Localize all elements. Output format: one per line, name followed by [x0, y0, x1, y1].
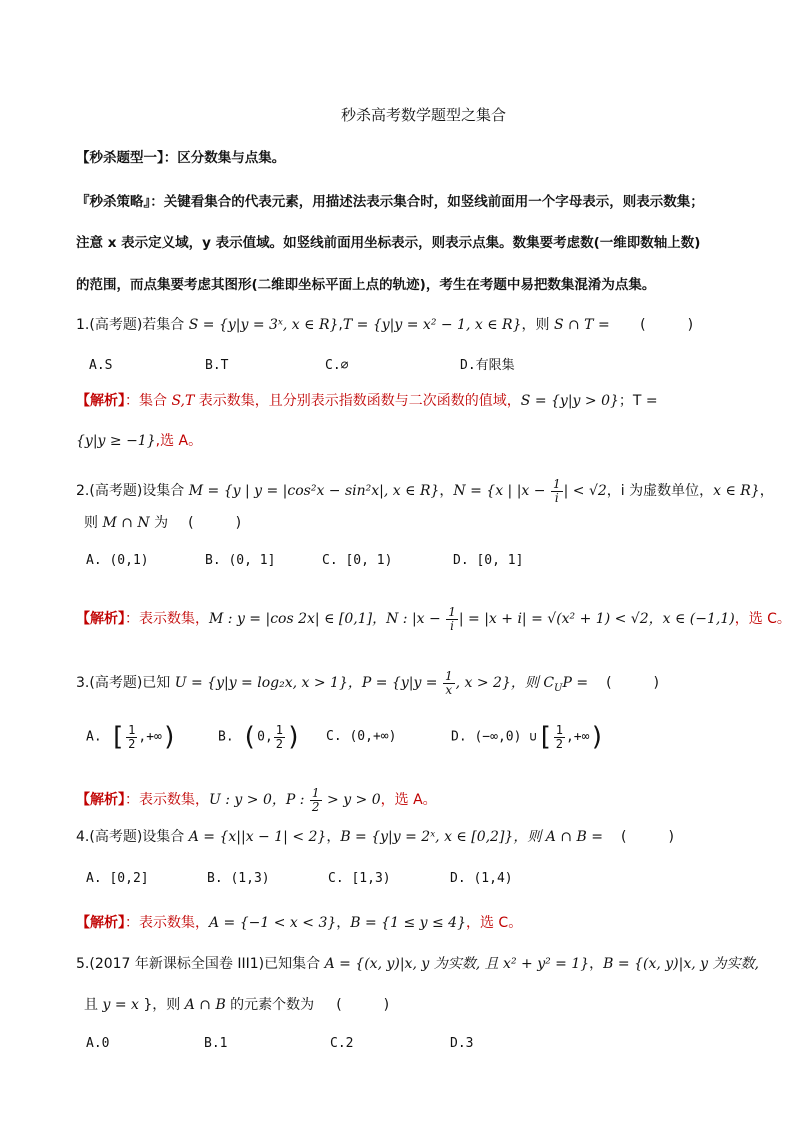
q2-answer-label: 【解析】	[76, 611, 125, 628]
q4-option-b[interactable]: B. (1,3)	[207, 871, 270, 886]
q1-answer-end: ,选 A。	[155, 433, 203, 449]
q3-answer-text-1: ：表示数集，	[125, 792, 209, 809]
q5-option-b[interactable]: B.1	[204, 1036, 228, 1051]
q5-option-d[interactable]: D.3	[450, 1036, 474, 1051]
q4-answer-a: A = {−1 < x < 3}	[209, 915, 337, 931]
q3-answer-label: 【解析】	[76, 792, 125, 809]
q3-ask: ，则 C	[510, 675, 555, 692]
q1-answer-sep: ；T =	[618, 393, 658, 409]
section-label: 【秒杀题型一】	[76, 150, 164, 166]
q2-answer-text-1: ：表示数集，	[125, 611, 209, 628]
q2-set-n-pre: N = {x | |x −	[453, 483, 550, 500]
q2-ask-pre: 则	[84, 515, 103, 531]
q2-ask-post: 为	[149, 515, 169, 531]
q5-line2-end: 的元素个数为	[225, 997, 315, 1013]
q1-set-s: S = {y|y = 3ˣ, x ∈ R}	[188, 317, 339, 333]
q3-source: (高考题)已知	[89, 675, 175, 692]
q1-paren: ( )	[640, 317, 694, 333]
q2-set-m: M = {y | y = |cos²x − sin²x|, x ∈ R}	[188, 483, 440, 500]
q3-ask-sub: U	[554, 682, 563, 694]
q1-source: (高考题)若集合	[89, 317, 189, 333]
q5-line2-math: y = x	[102, 997, 139, 1013]
strategy-label: 『秒杀策略』	[76, 194, 151, 210]
q3-option-a-rparen: )	[161, 722, 178, 753]
question-1: 1.(高考题)若集合 S = {y|y = 3ˣ, x ∈ R},T = {y|y = x² − 1, x ∈ R}，则 S ∩ T = ( )	[76, 317, 694, 333]
question-4: 4.(高考题)设集合 A = {x||x − 1| < 2}，B = {y|y = 2ˣ, x ∈ [0,2]}，则 A ∩ B = ( )	[76, 829, 674, 845]
q1-set-t: T = {y|y = x² − 1, x ∈ R}	[342, 317, 522, 333]
strategy-line-1	[76, 196, 704, 210]
q3-option-b-lparen: (	[241, 722, 258, 753]
q1-answer-st: S,T	[171, 393, 195, 409]
q3-ask-end: P =	[562, 675, 589, 692]
q5-set-a: A = {(x, y)|x, y 为实数, 且 x² + y² = 1}	[324, 956, 590, 972]
q2-set-n-end: x ∈ R}	[713, 483, 760, 500]
q4-number: 4.	[76, 829, 90, 845]
q2-answer-m: M : y = |cos 2x| ∈ [0,1]	[209, 611, 373, 628]
q2-ask: M ∩ N	[102, 515, 150, 531]
q2-paren: ( )	[188, 515, 242, 531]
q5-line2-pre: 且	[84, 997, 103, 1013]
q3-option-d-rparen: )	[589, 722, 606, 753]
q5-option-a[interactable]: A.0	[86, 1036, 110, 1051]
q3-answer-u: U : y > 0	[209, 792, 272, 809]
q3-set-p-pre: ，P = {y|y =	[347, 675, 442, 692]
q5-line2-mid: }，则	[138, 997, 185, 1013]
q4-option-a[interactable]: A. [0,2]	[86, 871, 149, 886]
q3-answer	[76, 787, 437, 813]
q3-answer-end: ，选 A。	[380, 792, 437, 809]
q5-option-c[interactable]: C.2	[330, 1036, 354, 1051]
q3-option-a-frac: $\frac{1}{2}$	[128, 723, 136, 751]
q4-option-d[interactable]: D. (1,4)	[450, 871, 513, 886]
q1-answer-cont	[76, 434, 202, 448]
page-title: 秒杀高考数学题型之集合	[341, 106, 507, 124]
question-5: 5.(2017 年新课标全国卷 III1)已知集合 A = {(x, y)|x, y 为实数, 且 x² + y² = 1}，B = {(x, y)|x, y 为实数,	[76, 956, 759, 972]
q3-option-d-lbracket: [	[537, 722, 553, 753]
q4-set-a: A = {x||x − 1| < 2}	[188, 829, 327, 845]
q1-answer	[76, 394, 658, 408]
q2-answer-n-post: | = |x + i| = √(x² + 1) < √2	[458, 611, 649, 628]
q2-number: 2.	[76, 483, 90, 500]
q1-option-b[interactable]: B.T	[205, 358, 229, 373]
q1-answer-text-1: ：集合	[125, 393, 172, 409]
question-2-cont	[84, 516, 241, 530]
q3-frac-1-over-x: $\frac{1}{x}$	[444, 669, 453, 697]
q3-answer-p-pre: ，P :	[271, 792, 309, 809]
q4-answer-b: B = {1 ≤ y ≤ 4}	[350, 915, 466, 931]
q3-option-d-frac: $\frac{1}{2}$	[555, 723, 563, 751]
q5-paren: ( )	[336, 997, 390, 1013]
q1-option-c[interactable]: C.∅	[325, 358, 349, 373]
q3-option-b[interactable]: B. (0, $\frac{1}{2}$ )	[218, 722, 302, 753]
q4-answer-end: ，选 C。	[465, 915, 523, 931]
section-text: ：区分数集与点集。	[163, 150, 286, 166]
q1-number: 1.	[76, 317, 90, 333]
q4-answer-text-1: ：表示数集，	[125, 915, 209, 931]
q2-answer-n-pre: ，N : |x −	[372, 611, 446, 628]
q3-option-b-label: B.	[218, 729, 234, 745]
strategy-line-2: 注意 x 表示定义域，y 表示值域。如竖线前面用坐标表示，则表示点集。数集要考虑数(一维即数轴上数)	[76, 235, 701, 251]
q4-answer-label: 【解析】	[76, 915, 125, 931]
q2-answer-frac: $\frac{1}{i}$	[448, 605, 456, 633]
q1-option-d[interactable]: D.有限集	[460, 358, 515, 373]
q2-answer-x: ，x ∈ (−1,1)	[648, 611, 735, 628]
q4-set-b: B = {y|y = 2ˣ, x ∈ [0,2]}	[340, 829, 514, 845]
strategy-text-1: ：关键看集合的代表元素，用描述法表示集合时，如竖线前面用一个字母表示，则表示数集；	[150, 194, 704, 210]
q1-answer-t: {y|y ≥ −1}	[76, 433, 156, 449]
q2-set-n-mid: ，i 为虚数单位，	[606, 483, 714, 500]
q2-answer-end: ，选 C。	[734, 611, 791, 628]
q3-set-p-post: , x > 2}	[455, 675, 511, 692]
q3-option-d-label: D. (−∞,0) ∪	[451, 729, 538, 745]
q2-option-b[interactable]: B. (0, 1]	[205, 553, 276, 568]
q3-paren: ( )	[606, 675, 660, 692]
q3-answer-frac: $\frac{1}{2}$	[311, 786, 320, 814]
q5-ask: A ∩ B	[184, 997, 226, 1013]
q2-frac-1-over-i: $\frac{1}{i}$	[552, 477, 561, 505]
section-heading	[76, 152, 285, 166]
q2-answer	[76, 606, 791, 632]
q2-option-c[interactable]: C. [0, 1)	[322, 553, 393, 568]
q1-answer-label: 【解析】	[76, 393, 125, 409]
q1-answer-text-2: 表示数集，且分别表示指数函数与二次函数的值域，	[194, 393, 521, 409]
q1-answer-s: S = {y|y > 0}	[520, 393, 619, 409]
q4-paren: ( )	[621, 829, 674, 845]
q4-ask: ，则 A ∩ B =	[513, 829, 604, 845]
q3-option-c[interactable]: C. (0,+∞)	[326, 729, 397, 744]
q3-option-b-frac: $\frac{1}{2}$	[275, 723, 284, 751]
q4-answer: 【解析】：表示数集，A = {−1 < x < 3}，B = {1 ≤ y ≤ 4}，选 C。	[76, 915, 523, 931]
q1-option-a[interactable]: A.S	[89, 358, 113, 373]
q2-option-d[interactable]: D. [0, 1]	[453, 553, 524, 568]
q5-set-b: B = {(x, y)|x, y 为实数,	[603, 956, 759, 972]
q1-ask: S ∩ T =	[553, 317, 615, 333]
question-5-cont	[84, 998, 389, 1012]
q4-option-c[interactable]: C. [1,3)	[328, 871, 391, 886]
q5-number: 5.	[76, 956, 90, 972]
q2-source: (高考题)设集合	[89, 483, 189, 500]
q3-option-b-rparen: )	[286, 722, 302, 753]
q2-option-a[interactable]: A. (0,1)	[86, 553, 149, 568]
q2-set-n-post: | < √2	[563, 483, 607, 500]
q3-option-a[interactable]: A. [ $\frac{1}{2}$ ,+∞)	[86, 722, 178, 753]
q3-option-d[interactable]: D. (−∞,0) ∪[ $\frac{1}{2}$ ,+∞)	[451, 722, 606, 753]
q3-number: 3.	[76, 675, 90, 692]
strategy-line-3: 的范围，而点集要考虑其图形(二维即坐标平面上点的轨迹)，考生在考题中易把数集混淆为点集。	[76, 277, 656, 293]
q3-answer-p-post: > y > 0	[322, 792, 381, 809]
q3-option-a-lbracket: [	[109, 722, 126, 753]
q3-option-a-label: A.	[86, 729, 102, 745]
question-2: 2.(高考题)设集合 M = {y | y = |cos²x − sin²x|, x ∈ R}，N = {x | |x − $\frac{1}{i}$ | < √2，i 为虚数单位，x ∈ R}，	[76, 477, 774, 505]
q3-set-u: U = {y|y = log₂x, x > 1}	[174, 675, 348, 692]
q5-source: (2017 年新课标全国卷 III1)已知集合	[89, 956, 325, 972]
q1-mid: ，则	[521, 317, 554, 333]
question-3	[76, 670, 659, 696]
q4-source: (高考题)设集合	[89, 829, 189, 845]
